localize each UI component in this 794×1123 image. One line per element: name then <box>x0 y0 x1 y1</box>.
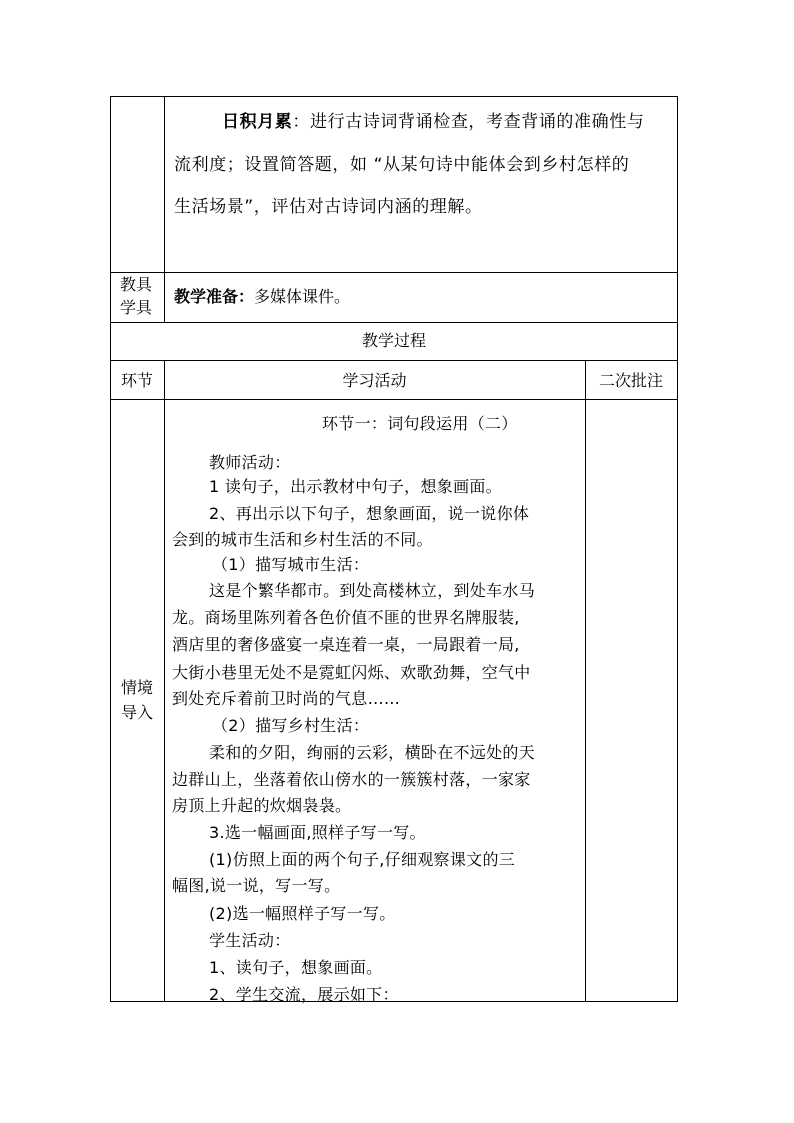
table-border <box>585 360 586 1002</box>
activity-line: 3.选一幅画面,照样子写一写。 <box>209 823 426 842</box>
table-border-right <box>677 96 678 1002</box>
activity-line: 龙。商场里陈列着各色价值不匪的世界名牌服装, <box>172 608 520 627</box>
activity-line: （2）描写乡村生活： <box>212 716 370 735</box>
stage-label-1: 情境 <box>121 678 154 697</box>
tools-label-1: 教具 <box>120 275 153 294</box>
activity-line: 会到的城市生活和乡村生活的不同。 <box>172 530 433 549</box>
activity-line: 2、再出示以下句子，想象画面，说一说你体 <box>209 504 530 523</box>
prep-text: 多媒体课件。 <box>254 287 351 306</box>
table-border <box>110 399 678 400</box>
activity-line: 2、学生交流，展示如下： <box>209 985 399 1004</box>
activity-line: 酒店里的奢侈盛宴一桌连着一桌，一局跟着一局, <box>172 635 520 654</box>
table-border <box>110 322 678 323</box>
table-border-top <box>110 96 678 97</box>
col-header-stage: 环节 <box>120 371 153 390</box>
activity-line: (2)选一幅照样子写一写。 <box>209 904 396 923</box>
activity-line: 学生活动： <box>209 931 291 950</box>
table-border <box>110 360 678 361</box>
evaluation-label: 日积月累 <box>222 112 293 132</box>
tools-label-2: 学具 <box>120 298 153 317</box>
activity-line: 柔和的夕阳，绚丽的云彩，横卧在不远处的天 <box>209 743 536 762</box>
table-border <box>110 272 678 273</box>
evaluation-line-1: 日积月累：进行古诗词背诵检查，考查背诵的准确性与 <box>222 112 645 132</box>
prep-label: 教学准备： <box>174 287 255 306</box>
activity-heading: 环节一：词句段运用（二） <box>322 414 518 433</box>
activity-line: （1）描写城市生活： <box>212 555 370 574</box>
col-header-notes: 二次批注 <box>598 371 663 390</box>
col-header-activity: 学习活动 <box>342 371 407 390</box>
activity-line: 1 读句子，出示教材中句子，想象画面。 <box>209 477 502 496</box>
activity-line: 边群山上，坐落着依山傍水的一簇簇村落，一家家 <box>172 770 531 789</box>
activity-line: (1)仿照上面的两个句子,仔细观察课文的三 <box>209 850 516 869</box>
tools-prep <box>174 289 350 305</box>
activity-line: 教师活动： <box>209 453 291 472</box>
stage-label-2: 导入 <box>121 703 154 722</box>
activity-line: 大街小巷里无处不是霓虹闪烁、欢歌劲舞，空气中 <box>172 663 531 682</box>
evaluation-line-2: 流利度；设置简答题，如 “从某句诗中能体会到乡村怎样的 <box>174 155 630 175</box>
process-title: 教学过程 <box>361 331 426 350</box>
activity-line: 1、读句子，想象画面。 <box>209 958 383 977</box>
table-border-left <box>110 96 111 1002</box>
table-border <box>164 96 165 323</box>
activity-line: 幅图,说一说，写一写。 <box>172 876 341 895</box>
activity-line: 到处充斥着前卫时尚的气息…… <box>172 689 401 708</box>
activity-line: 这是个繁华都市。到处高楼林立，到处车水马 <box>209 581 536 600</box>
table-border <box>164 360 165 1002</box>
evaluation-line-3: 生活场景”，评估对古诗词内涵的理解。 <box>174 197 483 217</box>
activity-line: 房顶上升起的炊烟袅袅。 <box>172 796 352 815</box>
